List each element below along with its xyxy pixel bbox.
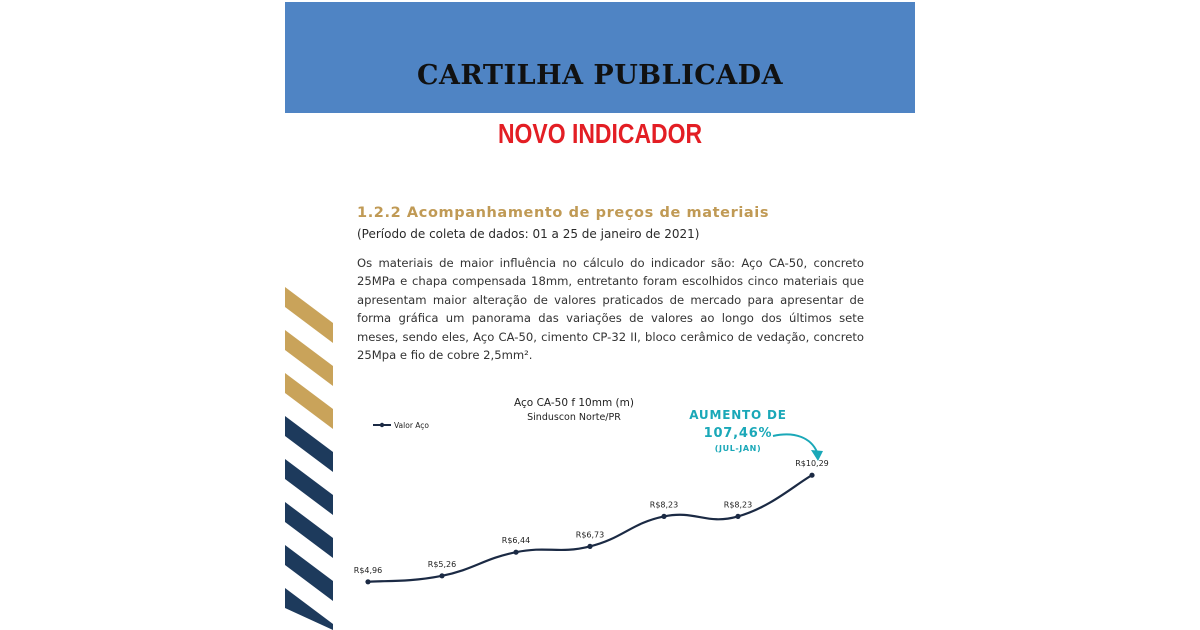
gold-stripes: [285, 287, 333, 429]
legend-label: Valor Aço: [394, 421, 429, 430]
chart-legend: [373, 421, 429, 430]
header-banner: [285, 2, 915, 113]
body-paragraph: Os materiais de maior influência no cálculo do indicador são: Aço CA-50, concreto 25MPa e chapa compensada 18mm, entretanto foram escolhidos cinco materiais que apresentam maior alteração de valores praticados de mercado para apresentar de forma gráfica um panorama das variações de valores ao longo dos últimos sete meses, sendo eles, Aço CA-50, cimento CP-32 II, bloco cerâmico de vedação, concreto 25Mpa e fio de cobre 2,5mm².: [357, 256, 864, 363]
data-label-5: R$8,23: [649, 500, 679, 510]
data-point-4: [587, 544, 592, 549]
data-point-6: [735, 514, 740, 519]
data-label-7: R$10,29: [795, 459, 829, 469]
data-points: [354, 459, 829, 584]
collection-period: (Período de coleta de dados: 01 a 25 de janeiro de 2021): [357, 227, 700, 241]
chart-title: Aço CA-50 f 10mm (m): [514, 397, 634, 409]
data-label-1: R$4,96: [353, 565, 383, 575]
data-point-5: [661, 514, 666, 519]
navy-stripes: [285, 416, 333, 630]
annotation-line2: 107,46%: [703, 426, 773, 441]
steel-price-chart: [333, 386, 915, 630]
section-title: 1.2.2 Acompanhamento de preços de materiais: [357, 205, 770, 221]
subtitle: NOVO INDICADOR: [497, 118, 703, 149]
data-label-3: R$6,44: [501, 536, 531, 546]
data-point-3: [513, 550, 518, 555]
increase-annotation: [689, 408, 823, 461]
data-point-1: [365, 579, 370, 584]
data-label-2: R$5,26: [427, 559, 457, 569]
data-point-2: [439, 573, 444, 578]
annotation-line3: (JUL-JAN): [714, 444, 762, 453]
annotation-line1: AUMENTO DE: [689, 408, 787, 422]
document-page: [285, 0, 915, 630]
data-point-7: [809, 473, 814, 478]
chart-subtitle: Sinduscon Norte/PR: [527, 412, 621, 423]
banner-title: CARTILHA PUBLICADA: [416, 60, 784, 91]
data-label-6: R$8,23: [723, 500, 753, 510]
decorative-stripes: [285, 283, 333, 630]
annotation-arrow: [773, 434, 817, 452]
data-label-4: R$6,73: [575, 530, 605, 540]
